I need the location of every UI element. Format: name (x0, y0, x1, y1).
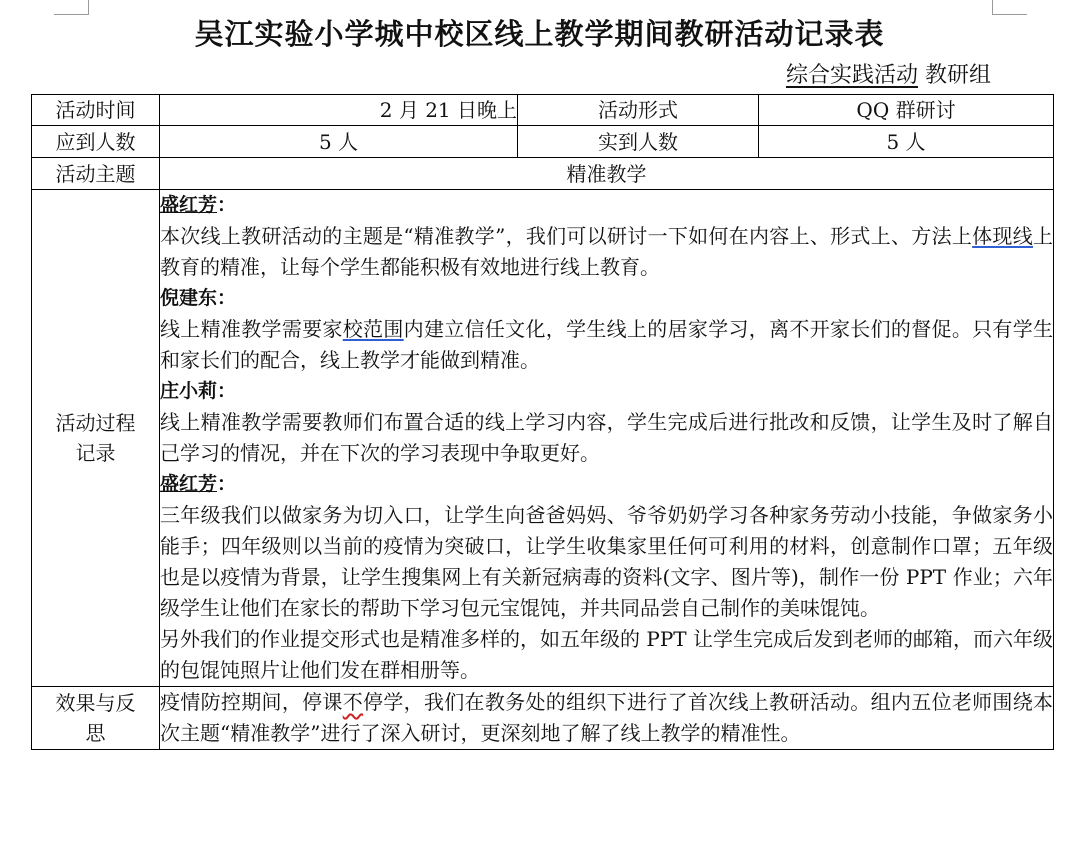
activity-theme-value: 精准教学 (160, 158, 1054, 190)
speaker-name: 庄小莉： (160, 380, 237, 402)
effect-label-line2: 思 (85, 721, 106, 745)
effect-label-line1: 效果与反 (55, 691, 136, 715)
actual-count-label: 实到人数 (518, 126, 759, 158)
group-suffix: 教研组 (924, 63, 991, 88)
speaker-remark: 线上精准教学需要教师们布置合适的线上学习内容，学生完成后进行批改和反馈，让学生及时了解自己学习的情况，并在下次的学习表现中争取更好。 (160, 410, 1053, 465)
activity-time-label: 活动时间 (32, 95, 160, 126)
page-corner-mark-right (992, 0, 1027, 15)
table-row (32, 158, 1054, 190)
speaker-remark-continued: 另外我们的作业提交形式也是精准多样的，如五年级的 PPT 让学生完成后发到老师的邮箱，而六年级的包馄饨照片让他们发在群相册等。 (160, 627, 1053, 682)
table-row (32, 687, 1054, 750)
process-label-line1: 活动过程 (55, 411, 136, 435)
table-row (32, 126, 1054, 158)
document-title: 吴江实验小学城中校区线上教学期间教研活动记录表 (194, 17, 885, 51)
speaker-remark: 线上精准教学需要家校范围内建立信任文化，学生线上的居家学习，离不开家长们的督促。只有学生和家长们的配合，线上教学才能做到精准。 (160, 317, 1054, 372)
activity-record-table (31, 94, 1054, 750)
process-label-line2: 记录 (75, 441, 116, 465)
activity-theme-label: 活动主题 (32, 158, 160, 190)
speaker-remark: 三年级我们以做家务为切入口，让学生向爸爸妈妈、爷爷奶奶学习各种家务劳动小技能，争做家务小能手；四年级则以当前的疫情为突破口，让学生收集家里任何可利用的材料，创意制作口罩；五年级也是以疫情为背景，让学生搜集网上有关新冠病毒的资料(文字、图片等)，制作一份 PPT 作业；六年级学生让他们在家长的帮助下学习包元宝馄饨，并共同品尝自己制作的美味馄饨。 (160, 503, 1053, 620)
table-row (32, 95, 1054, 126)
speaker-name: 倪建东： (160, 287, 237, 309)
process-record-label (32, 190, 160, 687)
speaker-name: 盛红芳： (160, 473, 237, 495)
process-record-content (160, 190, 1054, 687)
expected-count-label: 应到人数 (32, 126, 160, 158)
effect-text: 疫情防控期间，停课不停学，我们在教务处的组织下进行了首次线上教研活动。组内五位老师围绕本次主题“精准教学”进行了深入研讨，更深刻地了解了线上教学的精准性。 (160, 690, 1054, 745)
expected-count-value: 5 人 (160, 126, 518, 158)
research-group-line (770, 60, 991, 92)
actual-count-value: 5 人 (759, 126, 1054, 158)
effect-reflection-label (32, 687, 160, 750)
effect-reflection-content (160, 687, 1054, 750)
speaker-name: 盛红芳： (160, 194, 237, 216)
activity-form-value: QQ 群研讨 (759, 95, 1054, 126)
page-corner-mark-left (54, 0, 89, 15)
table-row (32, 190, 1054, 687)
speaker-remark: 本次线上教研活动的主题是“精准教学”，我们可以研讨一下如何在内容上、形式上、方法上体现线上教育的精准，让每个学生都能积极有效地进行线上教育。 (160, 224, 1053, 279)
activity-form-label: 活动形式 (518, 95, 759, 126)
activity-time-value: 2 月 21 日晚上 (160, 95, 518, 126)
group-name: 综合实践活动 (785, 63, 918, 88)
